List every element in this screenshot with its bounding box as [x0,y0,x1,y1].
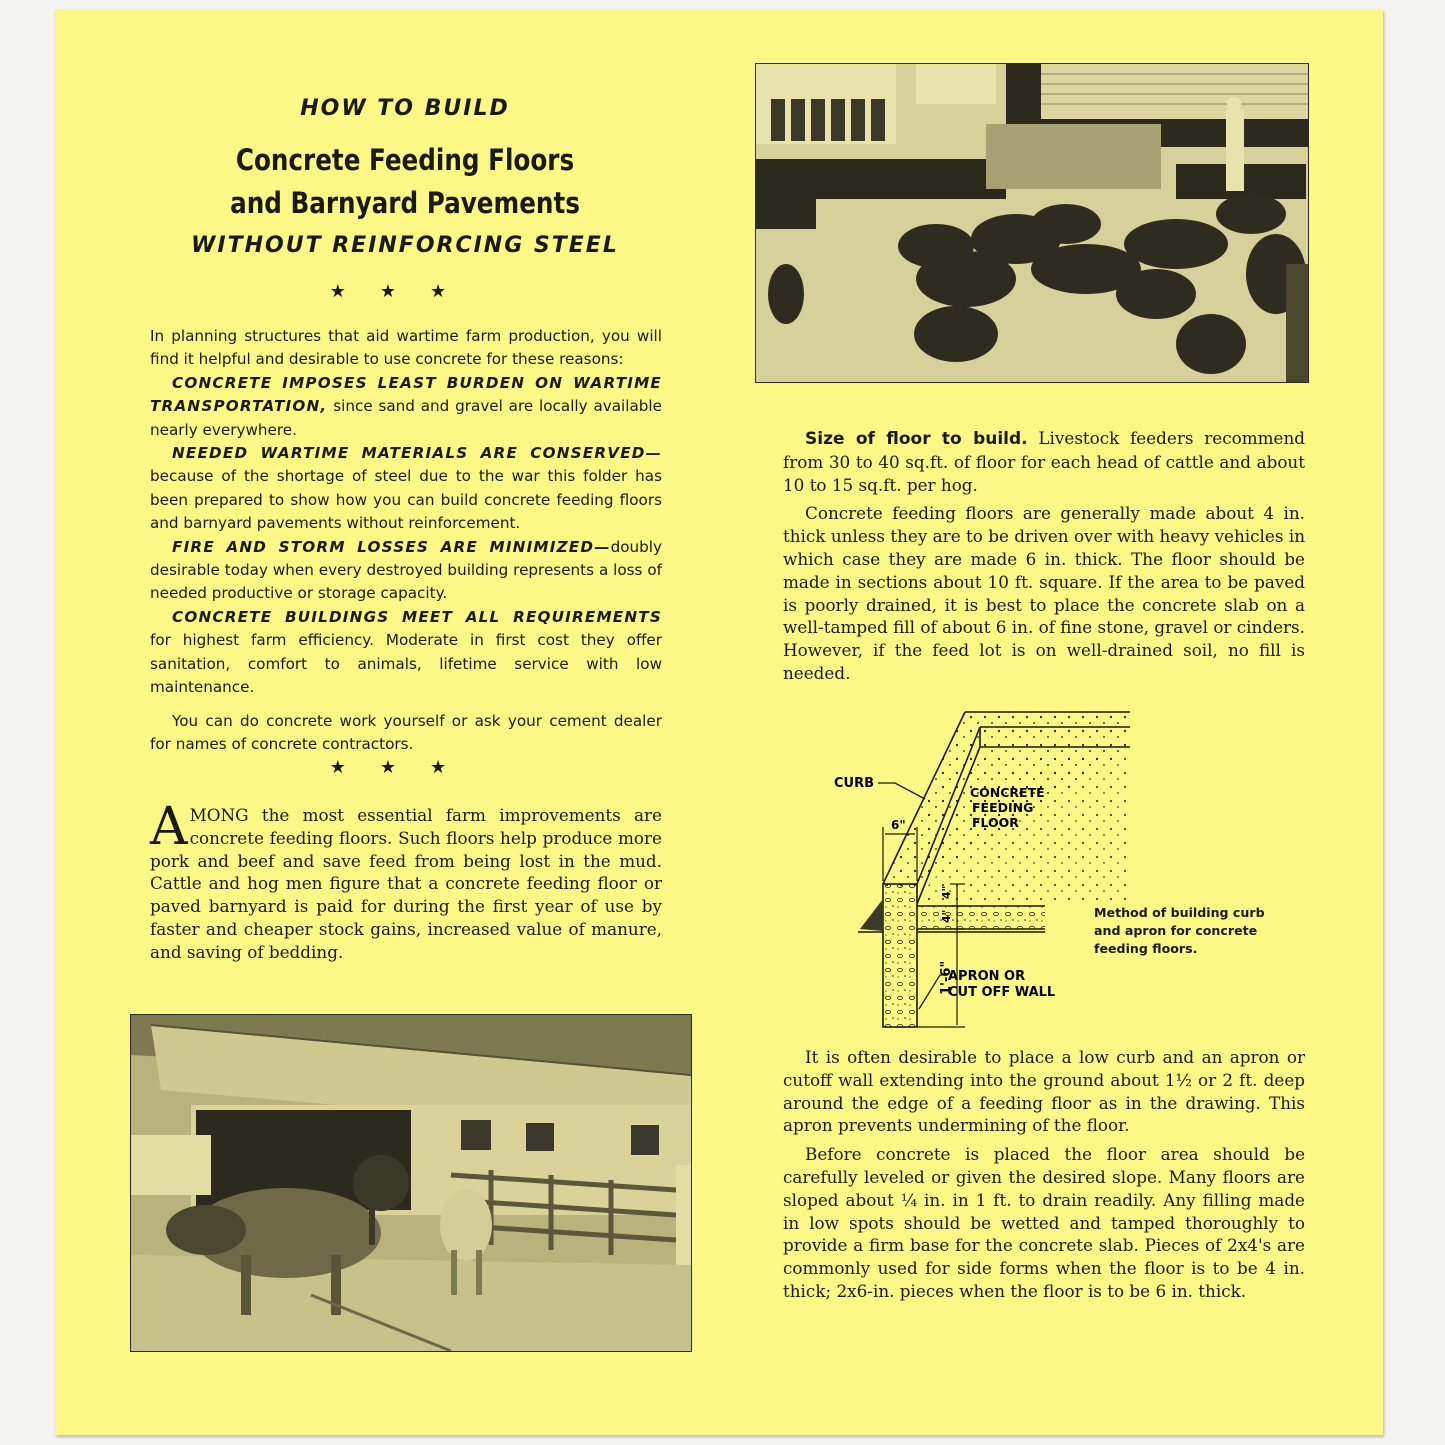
title-line-2: and Barnyard Pavements [230,186,580,220]
label-floor-1: CONCRETE [970,785,1045,800]
folder-sheet [55,9,1383,1435]
intro-section [150,325,662,756]
thickness-paragraph: Concrete feeding floors are generally made about 4 in. thick unless they are to be driven over with heavy vehicles in which case they are made 6 in. thick. The floor should be made in sections about 10 ft. square. If the area to be paved is poorly drained, it is best to place the concrete slab on a well-tamped fill of about 6 in. of fine stone, gravel or cinders. However, if the feed lot is on well-drained soil, no fill is needed. [783,503,1305,683]
diagram-caption: Method of building curb and apron for concrete feeding floors. [1094,905,1265,956]
among-paragraph: AMONG the most essential farm improvements are concrete feeding floors. Such floors help produce more pork and beef and save feed from being lost in the mud. Cattle and hog men figure that a concrete feeding floor or paved barnyard is paid for during the first year of use by faster and cheaper stock gains, increased value of manure, and saving of bedding. [150,797,662,962]
cattle-photo [130,1014,692,1352]
size-section [783,427,1305,685]
subtitle: WITHOUT REINFORCING STEEL [191,233,619,258]
apron-paragraph: It is often desirable to place a low curb and an apron or cutoff wall extending into the ground about 1½ or 2 ft. deep around the edge of a feeding floor as in the drawing. This apron prevents undermining of the floor. [783,1047,1305,1136]
hogs-photo-image [756,64,1308,382]
label-floor-2: FEEDING [972,800,1034,815]
reason-heading: NEEDED WARTIME MATERIALS ARE CONSERVED— [172,444,662,463]
among-section [150,797,662,964]
reason-3: FIRE AND STORM LOSSES ARE MINIMIZED—doubly desirable today when every destroyed building represents a loss of needed productive or storage capacity. [150,537,662,603]
intro-paragraph: In planning structures that aid wartime farm production, you will find it helpful and desirable to use concrete for these reasons: [150,327,662,369]
label-floor-3: FLOOR [972,815,1019,830]
size-heading: Size of floor to build. [805,429,1028,449]
reason-heading: FIRE AND STORM LOSSES ARE MINIMIZED— [172,537,611,556]
star-divider: ★★★ [329,757,481,778]
star-divider: ★★★ [329,281,481,302]
kicker: HOW TO BUILD [300,96,510,121]
dim-curb-width: 6" [891,818,906,832]
page-title [188,139,622,225]
cattle-photo-image [131,1015,691,1351]
dim-apron-depth: 1'-6" [939,960,954,995]
dim-fill: 4" [940,909,953,923]
label-apron-1: APRON OR [948,969,1026,984]
before-paragraph: Before concrete is placed the floor area should be carefully leveled or given the desired slope. Many floors are sloped about ¼ in. in 1 ft. to drain readily. Any filling made in low spots should be wetted and tamped thoroughly to provide a firm base for the concrete slab. Pieces of 2x4's are commonly used for side forms when the floor is to be 4 in. thick; 2x6-in. pieces when the floor is to be 6 in. thick. [783,1144,1305,1301]
closing-paragraph: You can do concrete work yourself or ask your cement dealer for names of concrete contractors. [150,711,662,753]
title-line-1: Concrete Feeding Floors [235,143,575,177]
reason-heading: CONCRETE BUILDINGS MEET ALL REQUIREMENTS [172,607,662,626]
reason-2: NEEDED WARTIME MATERIALS ARE CONSERVED—because of the shortage of steel due to the war this folder has been prepared to show how you can build concrete feeding floors and barnyard pavements without reinforcement. [150,444,662,533]
label-apron-2: CUT OFF WALL [948,985,1056,1000]
label-curb: CURB [834,776,875,791]
reason-heading: CONCRETE IMPOSES LEAST BURDEN ON WARTIME TRANSPORTATION, [150,373,662,416]
reason-4: CONCRETE BUILDINGS MEET ALL REQUIREMENTS for highest farm efficiency. Moderate in first cost they offer sanitation, comfort to animals, lifetime service with low maintenance. [150,607,662,697]
apron-section [783,1046,1305,1303]
drop-cap: A [150,797,188,857]
dim-slab: 4" [940,885,953,899]
curb-apron-drawing [800,699,1140,1034]
reason-1: CONCRETE IMPOSES LEAST BURDEN ON WARTIME TRANSPORTATION, since sand and gravel are locally available nearly everywhere. [150,373,662,439]
curb-apron-diagram [800,699,1140,1034]
size-paragraph: Size of floor to build. Livestock feeders recommend from 30 to 40 sq.ft. of floor for each head of cattle and about 10 to 15 sq.ft. per hog. [783,428,1305,495]
hogs-photo [755,63,1309,383]
